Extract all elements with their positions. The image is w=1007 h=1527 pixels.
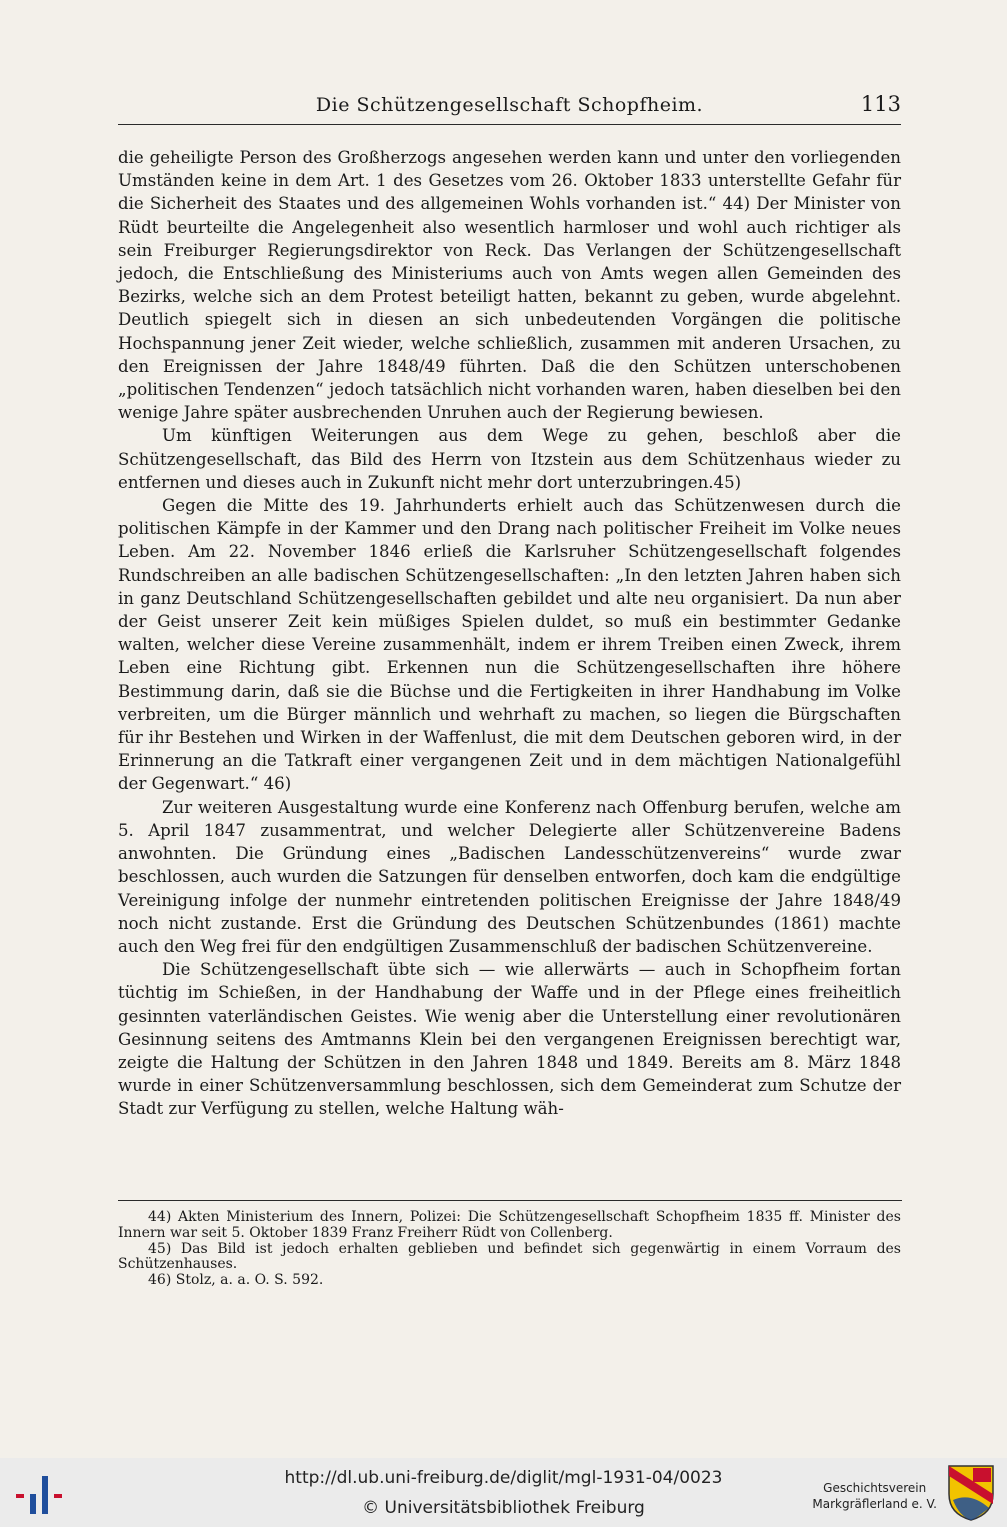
footnotes bbox=[118, 1210, 901, 1289]
footnote-45: 45) Das Bild ist jedoch erhalten geblieben und befindet sich gegenwärtig in einem Vorraum des Schützenhauses. bbox=[118, 1240, 901, 1273]
footnote-44: 44) Akten Ministerium des Innern, Polizei: Die Schützengesellschaft Schopfheim 1835 ff. Minister des Innern war seit 5. Oktober 1839 Franz Freiherr Rüdt von Collenberg. bbox=[118, 1209, 901, 1241]
paragraph-5: Die Schützengesellschaft übte sich — wie allerwärts — auch in Schopfheim fortan tüchtig im Schießen, in der Handhabung der Waffe und in der Pflege eines freiheitlich gesinnten vaterländischen Geistes. Wie wenig aber die Unterstellung einer revolutionären Gesinnung seitens des Amtmanns Klein bei den vergangenen Ereignissen berechtigt war, zeigte die Haltung der Schützen in den Jahren 1848 und 1849. Bereits am 8. März 1848 wurde in einer Schützenversammlung beschlossen, sich dem Gemeinderat zum Schutze der Stadt zur Verfügung zu stellen, welche Haltung wäh- bbox=[118, 960, 901, 1119]
footer-bar bbox=[0, 1458, 1007, 1527]
copyright-text: © Universitätsbibliothek Freiburg bbox=[362, 1498, 645, 1518]
running-title: Die Schützengesellschaft Schopfheim. bbox=[315, 94, 704, 116]
footnote-46: 46) Stolz, a. a. O. S. 592. bbox=[148, 1272, 324, 1289]
society-name bbox=[812, 1480, 937, 1512]
footnote-divider bbox=[118, 1200, 902, 1201]
paragraph-3: Gegen die Mitte des 19. Jahrhunderts erhielt auch das Schützenwesen durch die politischen Kämpfe in der Kammer und den Drang nach politischer Freiheit im Volke neues Leben. Am 22. November 1846 erließ die Karlsruher Schützengesellschaft folgendes Rundschreiben an alle badischen Schützengesellschaften: „In den letzten Jahren haben sich in ganz Deutschland Schützengesellschaften gebildet und alte neu organisiert. Da nun aber der Geist unserer Zeit kein müßiges Spielen duldet, so muß ein bestimmter Gedanke walten, welcher diese Vereine zusammenhält, indem er ihrem Treiben einen Zweck, ihrem Leben eine Richtung gibt. Erkennen nun die Schützengesellschaften ihre höhere Bestimmung darin, daß sie die Büchse und die Fertigkeiten in ihrer Handhabung im Volke verbreiten, um die Bürger männlich und wehrhaft zu machen, so liegen die Bürgschaften für ihr Bestehen und Wirken in der Waffenlust, die mit dem Deutschen geboren wird, in der Erinnerung an die Tatkraft einer vergangenen Zeit und in dem mächtigen Nationalgefühl der Gegenwart.“ 46) bbox=[118, 496, 901, 794]
paragraph-4: Zur weiteren Ausgestaltung wurde eine Konferenz nach Offenburg berufen, welche am 5. April 1847 zusammentrat, und welcher Delegierte aller Schützenvereine Badens anwohnten. Die Gründung eines „Badischen Landesschützenvereins“ wurde zwar beschlossen, auch wurden die Satzungen für denselben entworfen, doch kam die endgültige Vereinigung infolge der nunmehr eintretenden politischen Ereignisse der Jahre 1848/49 noch nicht zustande. Erst die Gründung des Deutschen Schützenbundes (1861) machte auch den Weg frei für den endgültigen Zusammenschluß der badischen Schützenvereine. bbox=[118, 797, 901, 956]
coat-of-arms-icon[interactable] bbox=[947, 1464, 995, 1522]
paragraph-2: Um künftigen Weiterungen aus dem Wege zu gehen, beschloß aber die Schützengesellschaft, das Bild des Herrn von Itzstein aus dem Schützenhaus wieder zu entfernen und dieses auch in Zukunft nicht mehr dort unterzubringen.45) bbox=[118, 426, 901, 492]
society-name-line1: Geschichtsverein bbox=[823, 1481, 927, 1495]
source-url-link[interactable]: http://dl.ub.uni-freiburg.de/diglit/mgl-1931-04/0023 bbox=[284, 1468, 723, 1488]
society-name-line2: Markgräflerland e. V. bbox=[812, 1497, 937, 1511]
running-head bbox=[118, 94, 901, 125]
paragraph-1: die geheiligte Person des Großherzogs angesehen werden kann und unter den vorliegenden Umständen keine in dem Art. 1 des Gesetzes vom 26. Oktober 1833 unterstellte Gefahr für die Sicherheit des Staates und des allgemeinen Wohls vorhanden ist.“ 44) Der Minister von Rüdt beurteilte die Angelegenheit also wesentlich harmloser und wohl auch richtiger als sein Freiburger Regierungsdirektor von Reck. Das Verlangen der Schützengesellschaft jedoch, die Entschließung des Ministeriums auch von Amts wegen allen Gemeinden des Bezirks, welche sich an dem Protest beteiligt hatten, bekannt zu geben, wurde abgelehnt. Deutlich spiegelt sich in diesen an sich unbedeutenden Vorgängen die politische Hochspannung jener Zeit wieder, welche schließlich, zusammen mit anderen Ursachen, zu den Ereignissen der Jahre 1848/49 führten. Daß die den Schützen unterschobenen „politischen Tendenzen“ jedoch tatsächlich nicht vorhanden waren, haben dieselben bei den wenige Jahre später ausbrechenden Unruhen auch der Regierung bewiesen. bbox=[118, 148, 901, 423]
page-number: 113 bbox=[860, 92, 901, 116]
body-text bbox=[118, 146, 901, 1121]
